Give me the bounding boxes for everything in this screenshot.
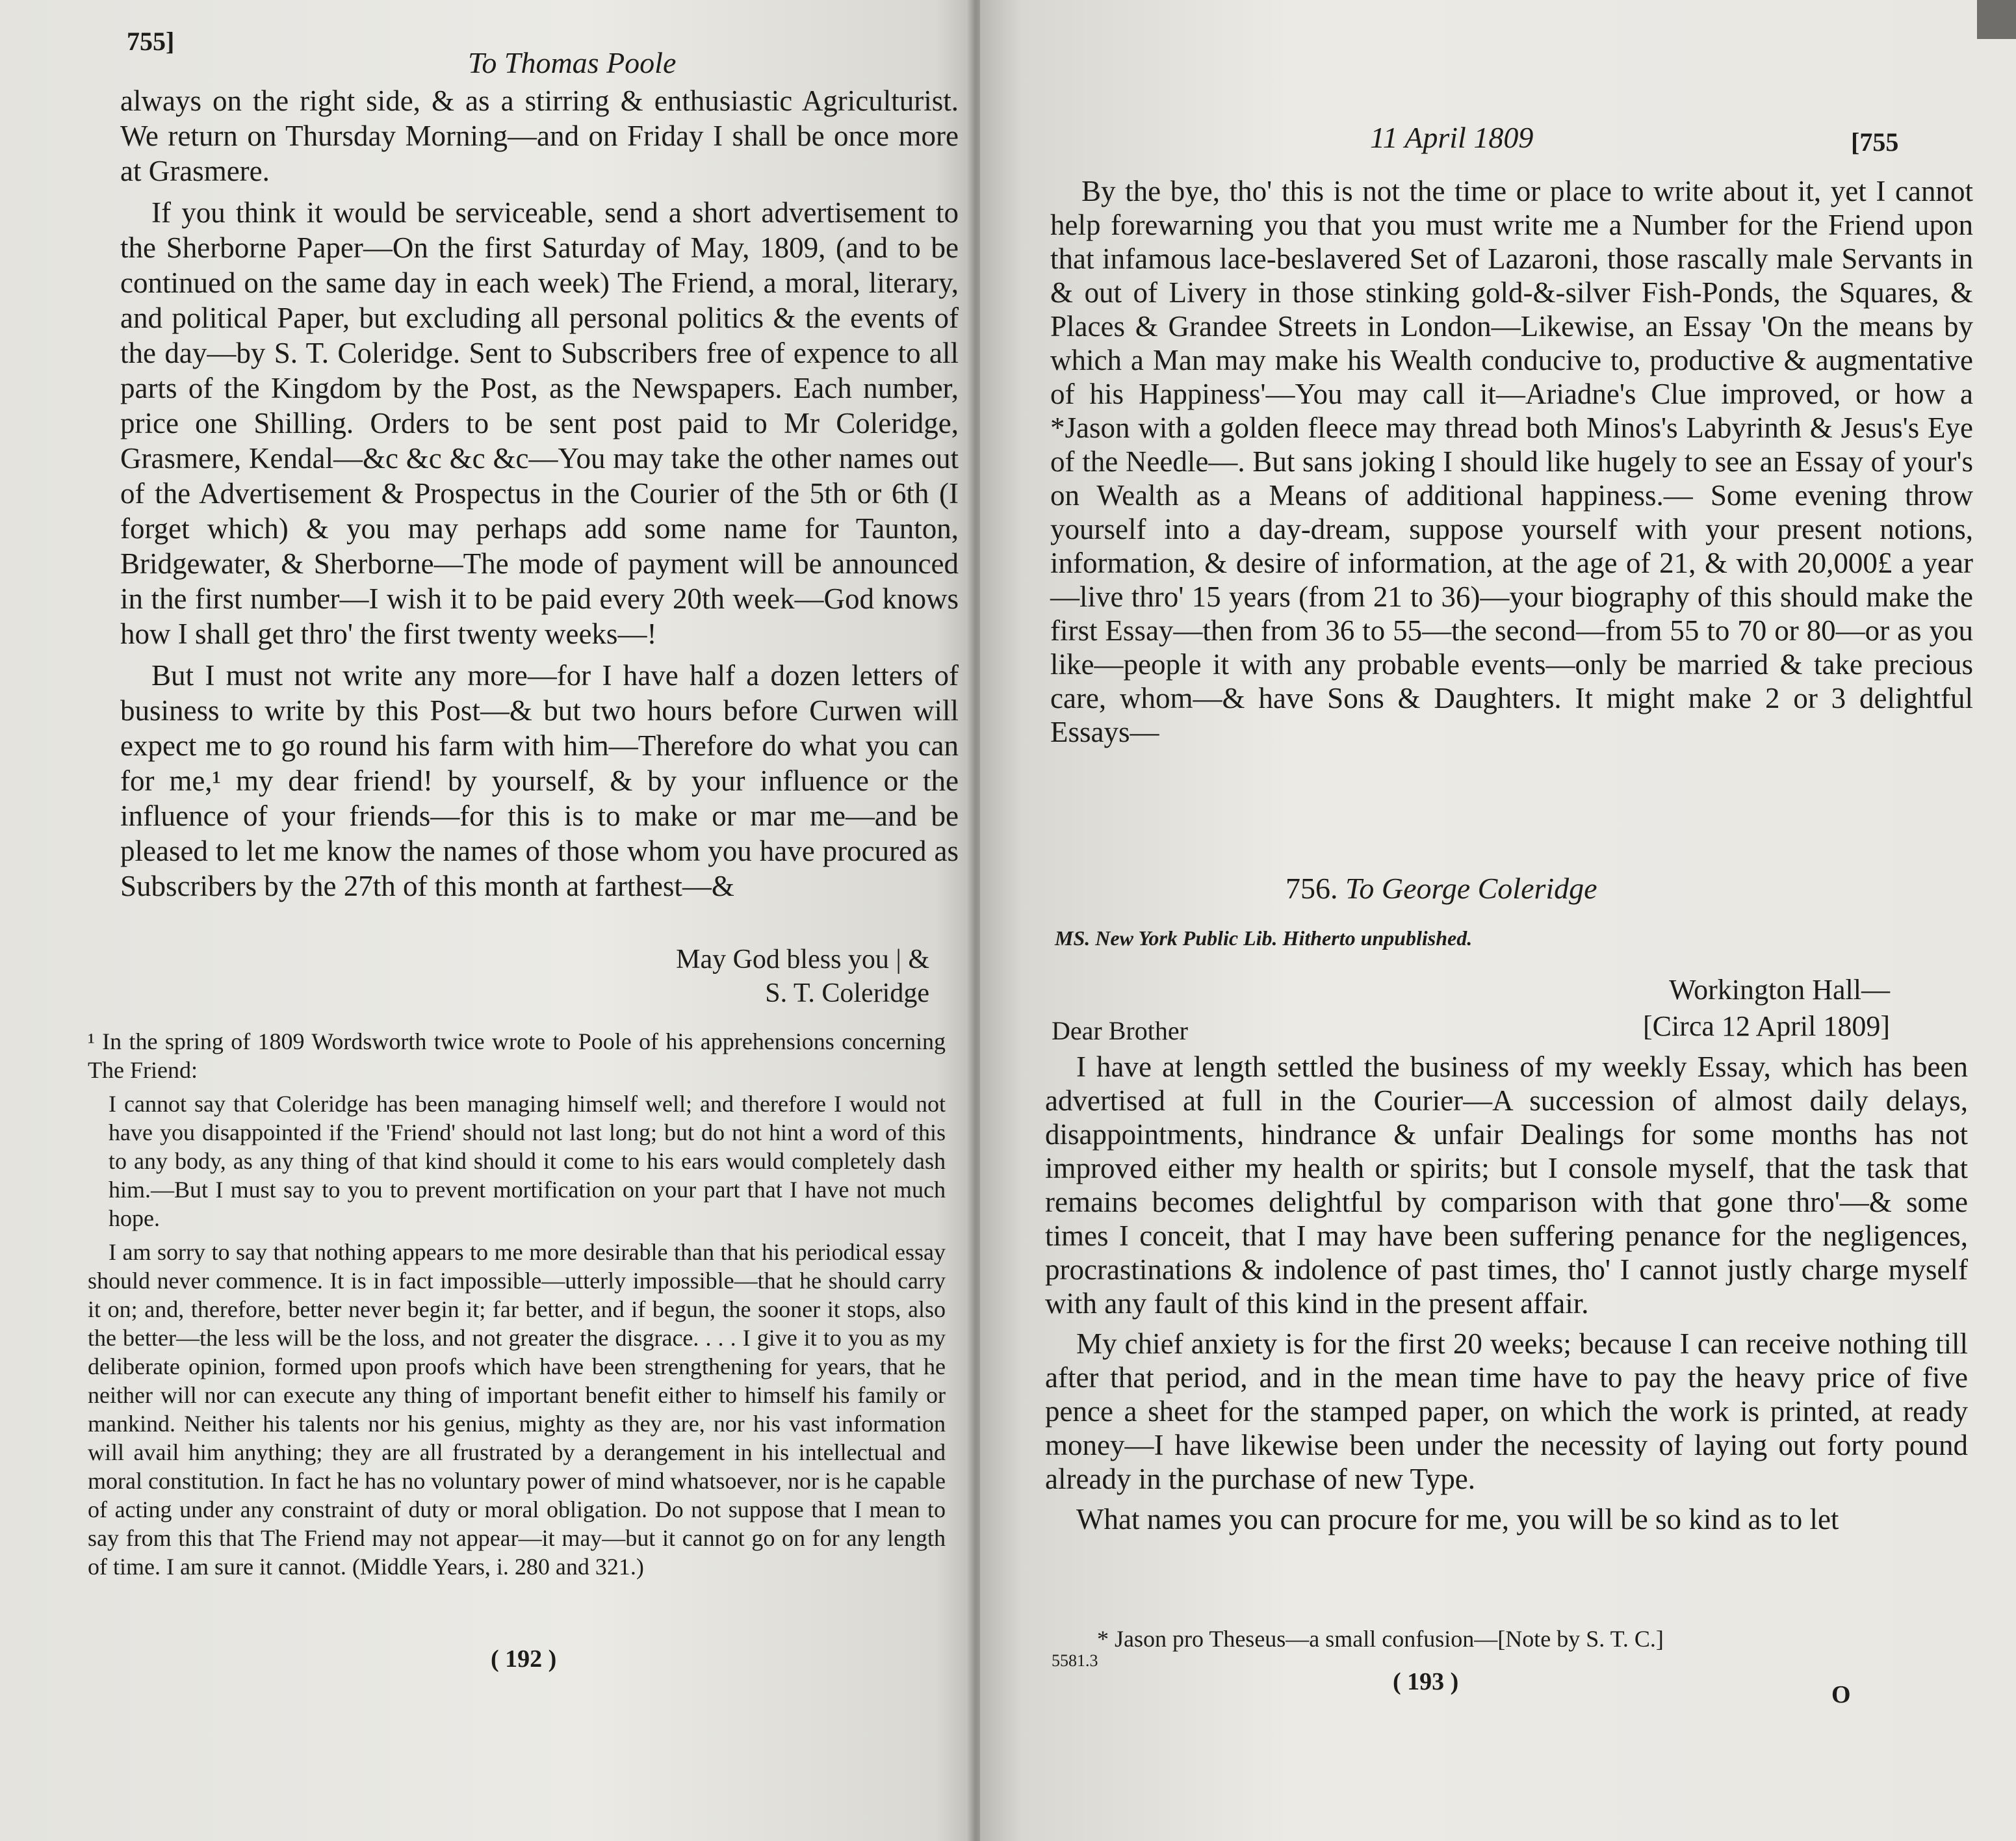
right-letter-number: [755 bbox=[1851, 127, 1899, 157]
left-paragraph-3: But I must not write any more—for I have half a dozen letters of business to write by this Post—& but two hours before Curwen will expect me to go round his farm with him—Therefore do what you can for me,¹ my dear friend! by yourself, & by your influence or the influence of your friends—for this is to make or mar me—and be pleased to let me know the names of those whom you have procured as Subscribers by the 27th of this month at farthest—& bbox=[120, 659, 959, 902]
letter-756-number: 756. bbox=[1286, 872, 1338, 905]
footnote-quote-1: I cannot say that Coleridge has been managing himself well; and therefore I would not have you disappointed if the 'Friend' should not last long; but do not hint a word of this to any body, as any thing of that kind should it come to his ears would completely dash him.—But I must say to you to prevent mortification on your part that I have not much hope. bbox=[109, 1091, 946, 1231]
right-paragraph-1: By the bye, tho' this is not the time or place to write about it, yet I cannot help forewarning you that you must write me a Number for the Friend upon that infamous lace-beslavered Set of Lazaroni, those rascally male Servants in & out of Livery in those stinking gold-&-silver Fish-Ponds, the Squares, & Places & Grandee Streets in London—Likewise, an Essay 'On the means by which a Man may make his Wealth conducive to, productive & augmentative of his Happiness'—You may call it—Ariadne's Clue improved, or how a *Jason with a golden fleece may thread both Minos's Labyrinth & Jesus's Eye of the Needle—. But sans joking I should like hugely to see an Essay of your's on Wealth as a Means of additional happiness.— Some evening throw yourself into a day-dream, suppose yourself with your present notions, information, & desire of information, at the age of 21, & with 20,000£ a year—live thro' 15 years (from 21 to 36)—your biography of this should make the first Essay—then from 36 to 55—the second—from 55 to 70 or 80—or as you like—people it with any probable events—only be married & take precious care, whom—& have Sons & Daughters. It might make 2 or 3 delightful Essays— bbox=[1050, 175, 1973, 748]
right-paragraph-4: What names you can procure for me, you will be so kind as to let bbox=[1076, 1503, 1839, 1535]
right-body-text-2 bbox=[1045, 1050, 1968, 1543]
left-body-text bbox=[120, 83, 959, 910]
left-page bbox=[0, 0, 975, 1841]
printer-signature-mark: 5581.3 bbox=[1052, 1651, 1098, 1670]
right-footnote: * Jason pro Theseus—a small confusion—[Note by S. T. C.] bbox=[1097, 1626, 1664, 1652]
closing-line: May God bless you | & bbox=[676, 945, 929, 974]
letter-address-block bbox=[1435, 972, 1890, 1045]
right-running-date: 11 April 1809 bbox=[1370, 121, 1534, 154]
background-corner bbox=[1977, 0, 2016, 39]
left-running-title: To Thomas Poole bbox=[468, 46, 677, 79]
left-page-number: ( 192 ) bbox=[491, 1645, 557, 1673]
right-paragraph-2: I have at length settled the business of my weekly Essay, which has been advertised at full in the Courier—A succession of almost daily delays, disappointments, hindrance & unfair Dealings for some months has not improved either my health or spirits; but I console myself, that the task that remains becomes delightful by comparison with that gone thro'—& some times I conceit, that I may have been suffering penance for the negligences, procrastinations & indolence of past times, tho' I cannot justly charge myself with any fault of this kind in the present affair. bbox=[1045, 1051, 1968, 1320]
signature: S. T. Coleridge bbox=[765, 978, 929, 1008]
manuscript-note: MS. New York Public Lib. Hitherto unpublished. bbox=[1055, 926, 1473, 950]
footnote-quote-2: I am sorry to say that nothing appears to me more desirable than that his periodical essay should never commence. It is in fact impossible—utterly impossible—that he should carry it on; and, therefore, better never begin it; far better, and if begun, the sooner it stops, also the better—the less will be the loss, and not greater the disgrace. . . . I give it to you as my deliberate opinion, formed upon proofs which have been strengthening for years, that he neither will nor can execute any thing of important benefit either to himself his family or mankind. Neither his talents nor his genius, mighty as they are, nor his vast information will avail him anything; they are all frustrated by a derangement in his intellectual and moral constitution. In fact he has no voluntary power of mind whatsoever, nor is he capable of acting under any constraint of duty or moral obligation. Do not suppose that I mean to say from this that The Friend may not appear—it may—but it cannot go on for any length of time. I am sure it cannot. (Middle Years, i. 280 and 321.) bbox=[88, 1239, 946, 1580]
left-paragraph-1: always on the right side, & as a stirring & enthusiastic Agriculturist. We return on Thursday Morning—and on Friday I shall be once more at Grasmere. bbox=[120, 85, 959, 187]
address-line: Workington Hall— bbox=[1669, 974, 1890, 1006]
left-closing-block bbox=[585, 943, 929, 1010]
address-date: [Circa 12 April 1809] bbox=[1642, 1010, 1890, 1042]
right-paragraph-3: My chief anxiety is for the first 20 weeks; because I can receive nothing till after that period, and in the mean time have to pay the heavy price of five pence a sheet for the stamped paper, on which the work is printed, at ready money—I have likewise been under the necessity of laying out forty pound already in the purchase of new Type. bbox=[1045, 1327, 1968, 1495]
left-footnote bbox=[88, 1027, 946, 1586]
letter-756-title: To George Coleridge bbox=[1345, 872, 1597, 905]
left-letter-number: 755] bbox=[127, 27, 175, 56]
left-paragraph-2: If you think it would be serviceable, send a short advertisement to the Sherborne Paper—On the first Saturday of May, 1809, (and to be continued on the same day in each week) The Friend, a moral, literary, and political Paper, but excluding all personal politics & the events of the day—by S. T. Coleridge. Sent to Subscribers free of expence to all parts of the Kingdom by the Post, as the Newspapers. Each number, price one Shilling. Orders to be sent post paid to Mr Coleridge, Grasmere, Kendal—&c &c &c &c—You may take the other names out of the Advertisement & Prospectus in the Courier of the 5th or 6th (I forget which) & you may perhaps add some name for Taunton, Bridgewater, & Sherborne—The mode of payment will be announced in the first number—I wish it to be paid every 20th week—God knows how I shall get thro' the first twenty weeks—! bbox=[120, 196, 959, 650]
right-body-text bbox=[1050, 174, 1973, 755]
letter-756-heading bbox=[1286, 871, 1597, 906]
right-page-number: ( 193 ) bbox=[1393, 1668, 1459, 1695]
right-page bbox=[980, 0, 2016, 1841]
gathering-mark: O bbox=[1831, 1681, 1851, 1708]
footnote-intro: ¹ In the spring of 1809 Wordsworth twice wrote to Poole of his apprehensions concerning The Friend: bbox=[88, 1028, 946, 1083]
salutation: Dear Brother bbox=[1052, 1016, 1188, 1045]
